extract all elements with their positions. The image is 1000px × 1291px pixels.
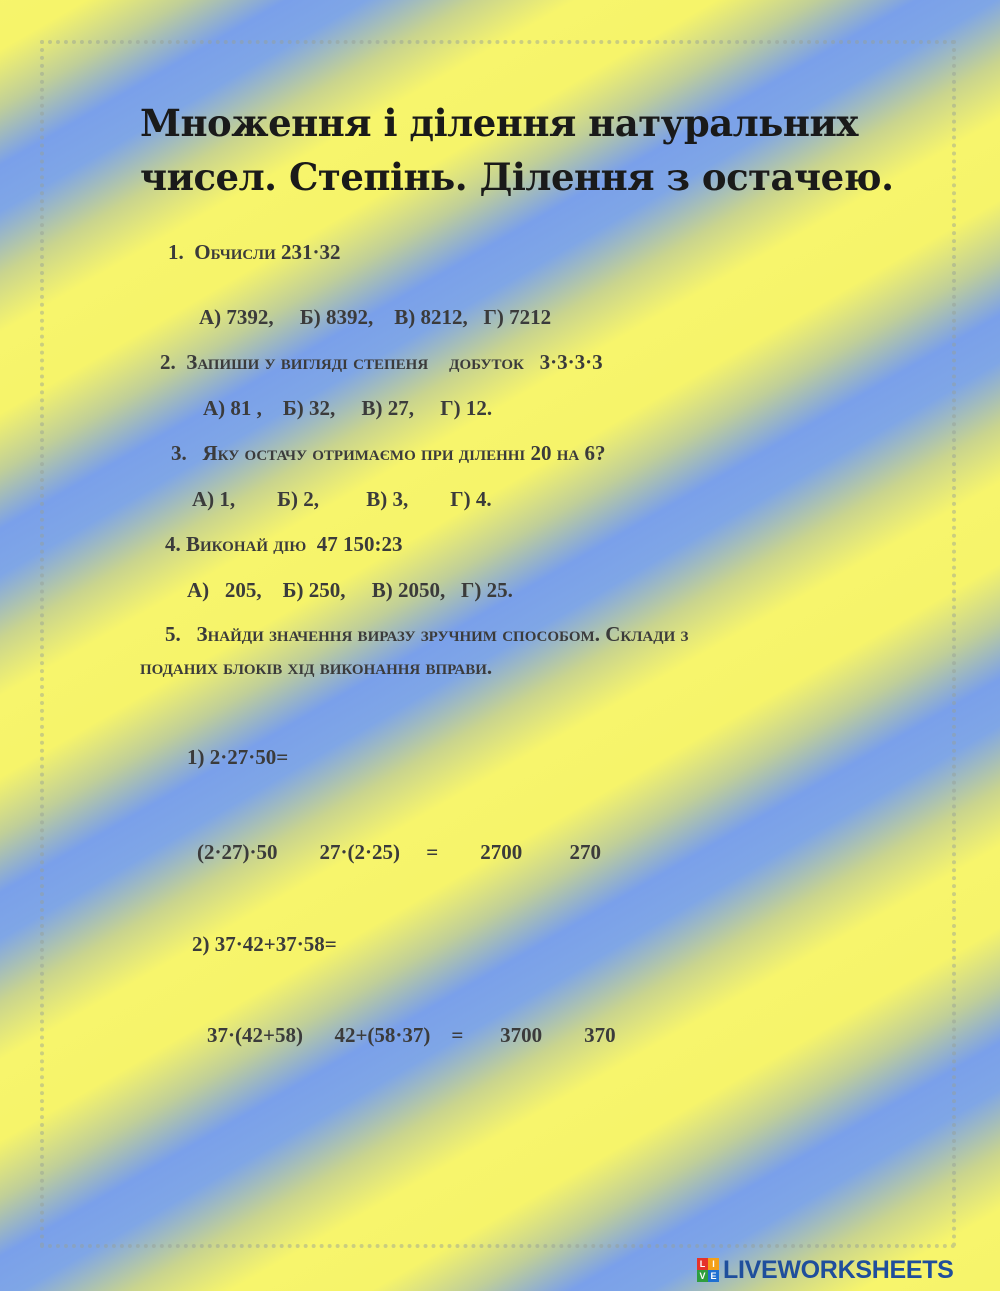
question-3-prompt: 3. Яку остачу отримаємо при діленні 20 на 6? — [171, 441, 606, 465]
worksheet-title: Множення і ділення натуральних чисел. Степінь. Ділення з остачею. — [140, 101, 894, 199]
logo-mark-i: I — [708, 1258, 719, 1270]
liveworksheets-logo-text: LIVEWORKSHEETS — [723, 1255, 954, 1284]
question-5-prompt-line1: 5. Знайди значення виразу зручним способом. Склади з — [165, 622, 689, 646]
exercise-1-expression: 1) 2·27·50= — [187, 745, 289, 769]
question-5-prompt-line2: поданих блоків хід виконання вправи. — [140, 655, 493, 679]
exercise-2-expression: 2) 37·42+37·58= — [192, 932, 337, 956]
question-3-answers: А) 1, Б) 2, В) 3, Г) 4. — [192, 487, 492, 511]
question-2-answers: А) 81 , Б) 32, В) 27, Г) 12. — [203, 396, 493, 420]
liveworksheets-logo — [697, 1255, 954, 1285]
question-1-answers: А) 7392, Б) 8392, В) 8212, Г) 7212 — [199, 305, 552, 329]
logo-mark-l: L — [697, 1258, 708, 1270]
question-4-prompt: 4. Виконай дію 47 150:23 — [165, 532, 403, 556]
question-1-prompt: 1. Обчисли 231·32 — [168, 240, 341, 264]
exercise-2-blocks: 37·(42+58) 42+(58·37) = 3700 370 — [207, 1023, 616, 1047]
question-2-prompt: 2. Запиши у вигляді степеня добуток 3·3·3·3 — [160, 350, 603, 374]
question-4-answers: А) 205, Б) 250, В) 2050, Г) 25. — [187, 578, 513, 602]
liveworksheets-logo-icon — [697, 1258, 719, 1282]
exercise-1-blocks: (2·27)·50 27·(2·25) = 2700 270 — [197, 840, 601, 864]
logo-mark-e: E — [708, 1270, 719, 1282]
logo-mark-v: V — [697, 1270, 708, 1282]
